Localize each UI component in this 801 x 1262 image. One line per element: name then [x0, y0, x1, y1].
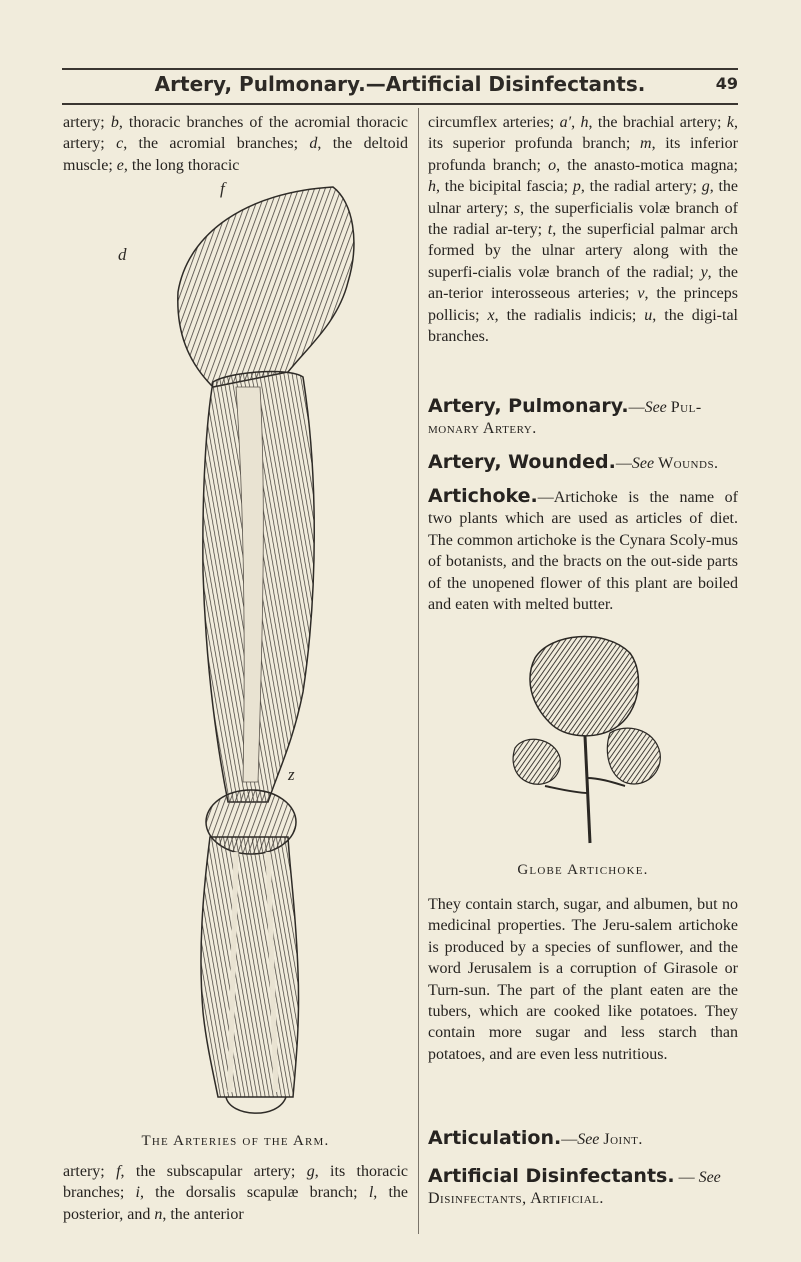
entry-head: Artery, Wounded.: [428, 451, 616, 473]
arm-arteries-figure: [118, 172, 380, 1122]
cross-reference-link[interactable]: Pul-monary Artery.: [428, 399, 702, 438]
entry-artichoke: [428, 486, 738, 615]
entry-artificial-disinfectants: Artificial Disinfectants. — See Disinfectants, Artificial.: [428, 1165, 721, 1208]
cross-reference-link[interactable]: Disinfectants, Artificial.: [428, 1190, 604, 1208]
entry-artery-pulmonary: Artery, Pulmonary.—See Pul-monary Artery.: [428, 395, 702, 438]
entry-head: Artichoke.: [428, 485, 538, 507]
figure-letter-d: d: [118, 245, 127, 264]
entry-head: Artery, Pulmonary.: [428, 395, 629, 417]
entry-articulation: Articulation.—See Joint.: [428, 1127, 643, 1149]
top-rule: [62, 68, 738, 70]
right-paragraph-top: circumflex arteries; a′, h, the brachial artery; k, its superior profunda branch; m, its inferior profunda branch; o, the anasto-motica magna; h, the bicipital fascia; p, the radial artery; g, the ulnar artery; s, the superficialis volæ branch of the radial ar-tery; t, the superficial palmar arch formed by the ulnar artery along with the superfi-cialis volæ branch of the radial; y, the an-terior interosseous arteries; v, the princeps pollicis; x, the radialis indicis; u, the digi-tal branches.: [428, 114, 739, 346]
arm-figure-caption: The Arteries of the Arm.: [141, 1133, 330, 1149]
cross-reference-link[interactable]: Wounds.: [658, 455, 719, 472]
globe-artichoke-figure: [505, 628, 670, 848]
figure-letter-z: z: [288, 765, 295, 784]
running-head: Artery, Pulmonary.—Artificial Disinfectants.: [154, 72, 646, 96]
right-paragraph-artichoke-continued: They contain starch, sugar, and albumen, but no medicinal properties. The Jeru-salem artichoke is produced by a species of sunflower, and the word Jerusalem is a corruption of Girasole or Turn-sun. The part of the plant eaten are the tubers, which are cooked like potatoes. They contain more sugar and less starch than potatoes, and are even less nutritious.: [428, 896, 738, 1063]
figure-letter-f: f: [220, 179, 225, 198]
entry-head: Artificial Disinfectants.: [428, 1165, 675, 1187]
page-number: 49: [715, 74, 738, 93]
entry-artery-wounded: Artery, Wounded.—See Wounds.: [428, 451, 719, 473]
left-paragraph-top: artery; b, thoracic branches of the acromial thoracic artery; c, the acromial branches; d, the deltoid muscle; e, the long thoracic: [63, 114, 409, 174]
header-rule: [62, 103, 738, 105]
entry-head: Articulation.: [428, 1127, 562, 1149]
artichoke-body: —Artichoke is the name of two plants which are used as articles of diet. The common artichoke is the Cynara Scoly-mus of botanists, and the bracts on the out-side parts of the unopened flower of this plant are boiled and eaten with melted butter.: [428, 489, 738, 614]
column-divider: [418, 108, 419, 1234]
page-header: [62, 72, 738, 100]
cross-reference-link[interactable]: Joint.: [603, 1131, 643, 1148]
left-paragraph-bottom: artery; f, the subscapular artery; g, its thoracic branches; i, the dorsalis scapulæ branch; l, the posterior, and n, the anterior: [63, 1163, 409, 1223]
artichoke-figure-caption: Globe Artichoke.: [517, 862, 649, 878]
